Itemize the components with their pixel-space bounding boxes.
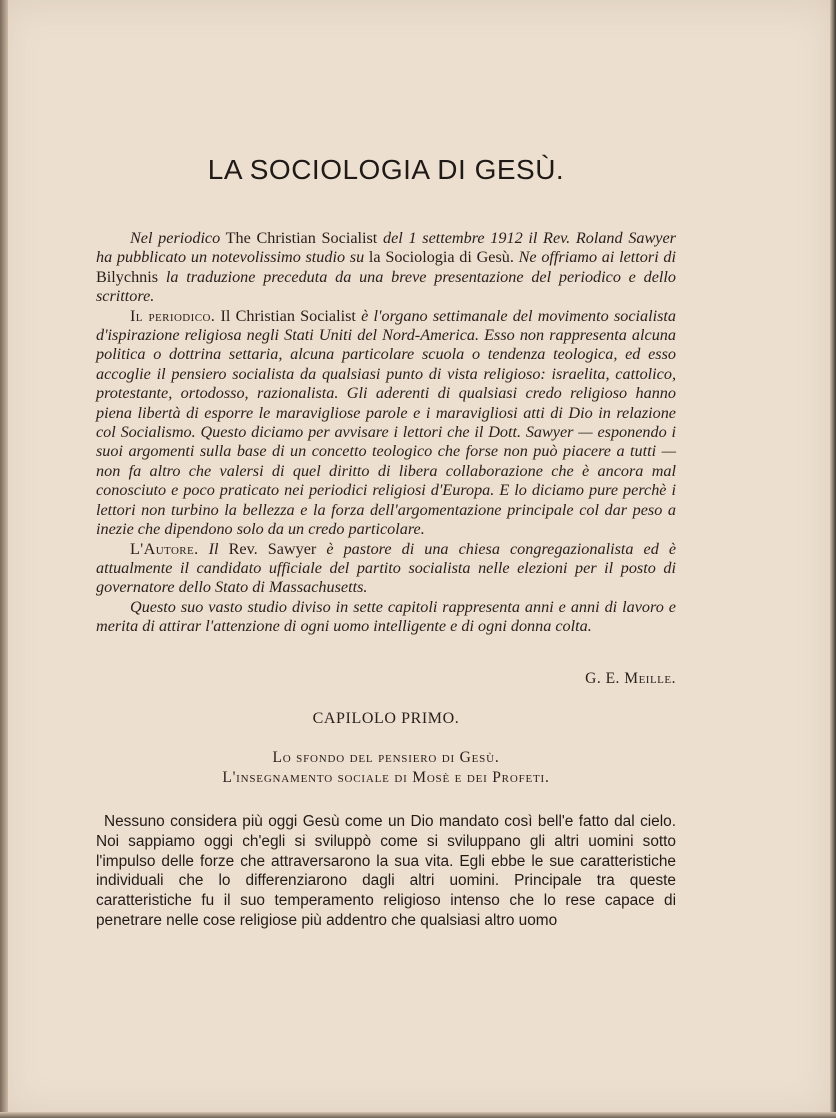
article-title: la Sociologia di Gesù.	[368, 248, 514, 267]
subtitle-line-1: Lo sfondo del pensiero di Gesù.	[272, 749, 500, 766]
intro-paragraph-2	[96, 307, 676, 540]
intro-text: è l'organo settimanale del movimento socialista d'ispirazione religiosa negli Stati Uniti del Nord-America. Esso non rappresenta alcuna politica o dottrina settaria, alcuna particolare scuola o tendenza teologica, ed esso accoglie il pensiero socialista da qualsiasi punto di vista religioso: israelita, cattolico, protestante, ortodosso, razionalista. Gli aderenti di qualsiasi credo religioso hanno piena libertà di esporre le maravigliose parole e i maravigliosi atti di Dio in relazione col Socialismo. Questo diciamo per avvisare i lettori che il Dott. Sawyer — esponendo i suoi argomenti sulla base di un concetto teologico che forse non può piacere a tutti — non fa altro che valersi di quel diritto di libera collaborazione che è ancora mal conosciuto e poco praticato nei periodici religiosi d'Europa. E lo diciamo pure perchè i lettori non turbino la bellezza e la forza dell'argomentazione principale col dar peso a inezie che dipendono solo da un credo particolare.	[96, 306, 677, 539]
intro-text: Il	[208, 539, 219, 558]
intro-paragraph-1	[96, 229, 676, 307]
body-paragraph: Nessuno considera più oggi Gesù come un Dio mandato così bell'e fatto dal cielo. Noi sappiamo oggi ch'egli si sviluppò come si sviluppano gli altri uomini sotto l'impulso delle forze che attraversarono la sua vita. Egli ebbe le sue caratteristiche individuali che lo differenziarono dagli altri uomini. Principale tra queste caratteristiche fu il suo temperamento religioso intenso che lo rese capace di penetrare nelle cose religiose più addentro che qualsiasi altro uomo	[96, 813, 676, 929]
chapter-body	[96, 812, 676, 931]
intro-text: Nel periodico	[130, 229, 221, 247]
intro-text: la traduzione preceduta da una breve presentazione del periodico e dello scrittore.	[96, 267, 677, 306]
intro-text: del 1 settembre 1912 il Rev. Roland Sawyer ha pubblicato un notevolissimo studio su	[96, 229, 676, 267]
author-name: Rev. Sawyer	[228, 539, 317, 558]
subtitle-line-2: L'insegnamento sociale di Mosè e dei Profeti.	[222, 769, 550, 786]
intro-paragraph-4	[96, 598, 676, 637]
page-title: LA SOCIOLOGIA DI GESÙ.	[207, 154, 565, 185]
journal-name: Bilychnis	[96, 267, 159, 286]
signature: G. E. Meille.	[585, 670, 676, 687]
page-left-edge	[0, 0, 8, 1118]
paragraph-lead: L'Autore.	[130, 539, 199, 558]
intro-paragraph-3	[96, 540, 676, 598]
intro-text: è pastore di una chiesa congregazionalista ed è attualmente il candidato ufficiale del partito socialista nelle elezioni per il posto di governatore dello Stato di Massachusetts.	[96, 539, 677, 597]
chapter-subtitle	[96, 748, 676, 788]
intro-section	[96, 229, 676, 637]
intro-text: Questo suo vasto studio diviso in sette capitoli rappresenta anni e anni di lavoro e merita di attirar l'attenzione di ogni uomo intelligente e di ogni donna colta.	[96, 597, 676, 636]
intro-text: Ne offriamo ai lettori di	[518, 248, 676, 267]
chapter-heading: CAPILOLO PRIMO.	[312, 710, 460, 727]
paragraph-lead: Il periodico.	[130, 306, 216, 325]
periodical-name: The Christian Socialist	[225, 229, 378, 247]
periodical-name: Il Christian Socialist	[220, 306, 356, 325]
page-right-edge	[830, 0, 836, 1118]
page-bottom-edge	[0, 1112, 836, 1118]
